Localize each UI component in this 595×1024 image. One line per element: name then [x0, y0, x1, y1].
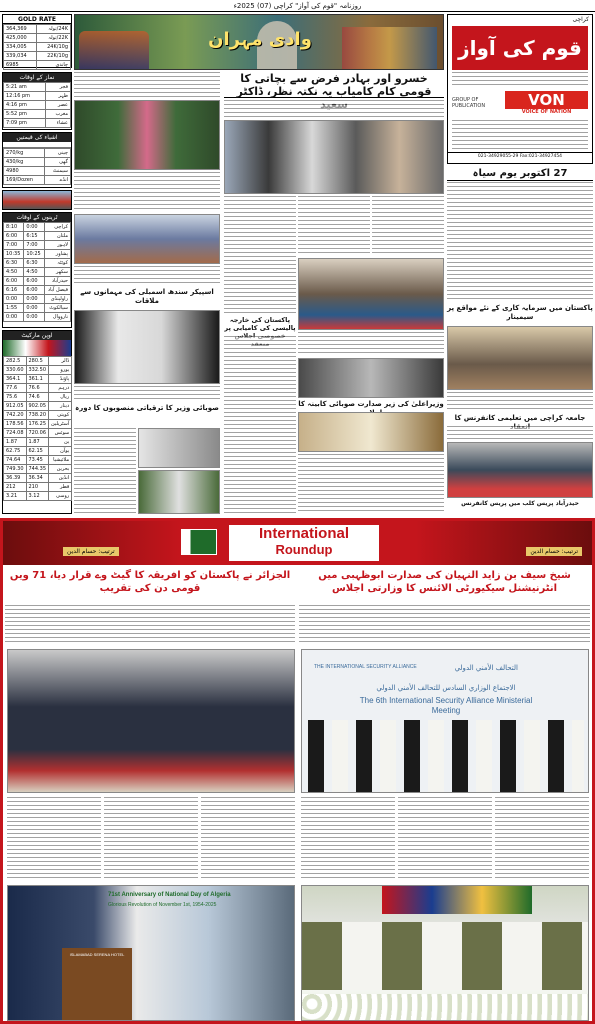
- photo-cabinet-meeting: [447, 326, 593, 390]
- currency-row: [4, 429, 72, 438]
- isa-meeting-en1: The 6th International Security Alliance Ministerial: [359, 696, 533, 705]
- currency-row: [4, 447, 72, 456]
- gold-rate-table: [3, 24, 71, 70]
- commodity-row-cell: 430/kg: [4, 158, 45, 167]
- currency-row-cell: ین: [49, 438, 72, 447]
- currency-row-cell: 36.39: [4, 474, 27, 483]
- main-article-col-5: [298, 332, 444, 356]
- prayer-times-box: [2, 72, 72, 130]
- currency-row: [4, 483, 72, 492]
- main-article-col-4: [224, 336, 296, 514]
- roundup-byline-right: ترتیب: حسام الدین: [526, 547, 582, 556]
- commodity-title: اشیاء کی قیمتیں: [3, 133, 71, 142]
- gold-rate-title: GOLD RATE: [3, 15, 71, 24]
- prayer-row-cell: 12:16 pm: [4, 92, 46, 101]
- train-row-cell: 7:00: [4, 241, 24, 250]
- currency-row-cell: 212: [4, 483, 27, 492]
- train-row-cell: 0:00: [24, 223, 44, 232]
- currency-row-cell: 75.6: [4, 393, 27, 402]
- roundup-col-l3: [201, 797, 295, 881]
- train-row-cell: 0:00: [24, 295, 44, 304]
- train-row: [4, 241, 71, 250]
- commodity-row: [4, 149, 71, 158]
- currency-row-cell: انڈین: [49, 474, 72, 483]
- currency-row-cell: ملائیشیا: [49, 456, 72, 465]
- currency-row-cell: ڈالر: [49, 357, 72, 366]
- currency-row: [4, 492, 72, 501]
- banner-figures-right: [342, 27, 437, 69]
- currency-row-cell: دینار: [49, 402, 72, 411]
- currency-row-cell: 742.20: [4, 411, 27, 420]
- podium: [62, 948, 132, 1021]
- currency-row-cell: 74.6: [26, 393, 49, 402]
- commodity-row-cell: سیمنٹ: [45, 167, 71, 176]
- masthead-group: GROUP OF PUBLICATION: [452, 97, 486, 109]
- prayer-row-cell: 7:09 pm: [4, 119, 46, 128]
- train-row-cell: 6:00: [4, 277, 24, 286]
- train-row: [4, 304, 71, 313]
- currency-row-cell: 912.05: [4, 402, 27, 411]
- prayer-row-cell: 5:21 am: [4, 83, 46, 92]
- currency-table: [3, 356, 72, 501]
- currency-row: [4, 411, 72, 420]
- prayer-title: نماز کے اوقات: [3, 73, 71, 82]
- headline-story-a: پاکستان کی خارجہ پالیسی کی کامیابی پر: [224, 316, 296, 332]
- main-article-col-6: [298, 454, 444, 514]
- train-image: [2, 190, 72, 210]
- flower-arrangement: [302, 994, 589, 1021]
- roundup-headline-left: الجزائر نے پاکستان کو افریقہ کا گیٹ وے قرار دیا، 71 ویں قومی دن کی تقریب: [9, 570, 291, 594]
- gold-row-cell: 334,005: [4, 43, 37, 52]
- train-row-cell: 4:50: [4, 268, 24, 277]
- masthead-editors: [452, 120, 588, 150]
- currency-row-cell: 749.30: [4, 465, 27, 474]
- train-row-cell: 1:55: [4, 304, 24, 313]
- currency-row-cell: ریال: [49, 393, 72, 402]
- prayer-row-cell: عصر: [45, 101, 70, 110]
- prayer-row: [4, 92, 71, 101]
- train-row-cell: 6:00: [4, 232, 24, 241]
- von-sub: VOICE OF NATION: [521, 109, 572, 115]
- currency-row-cell: 210: [26, 483, 49, 492]
- photo-isa-delegation: [301, 885, 589, 1021]
- headline-story-b: وزیراعلیٰ کی زیر صدارت صوبائی کابینہ کا: [298, 400, 444, 408]
- isa-meeting-ar: الاجتماع الوزاري السادس للتحالف الأمني الدولي: [376, 684, 516, 692]
- isa-ministers-row: [308, 720, 584, 792]
- currency-row-cell: پاؤنڈ: [49, 375, 72, 384]
- train-row-cell: 10:25: [24, 250, 44, 259]
- currency-row: [4, 456, 72, 465]
- prayer-row: [4, 83, 71, 92]
- gold-row-cell: 24K/تولہ: [37, 25, 71, 34]
- currency-row: [4, 438, 72, 447]
- gold-row: [4, 43, 71, 52]
- hotel-label: ISLAMABAD SERENA HOTEL: [69, 952, 125, 957]
- train-row-cell: نارووال: [44, 313, 70, 322]
- currency-row: [4, 375, 72, 384]
- currency-row-cell: 3.21: [4, 492, 27, 501]
- currency-row-cell: 62.15: [26, 447, 49, 456]
- international-roundup-section: [0, 518, 595, 1024]
- prayer-row-cell: ظہر: [45, 92, 70, 101]
- train-row: [4, 259, 71, 268]
- prayer-row-cell: 5:52 pm: [4, 110, 46, 119]
- roundup-title-2: Roundup: [275, 542, 333, 557]
- train-row-cell: 0:00: [24, 304, 44, 313]
- gold-row: [4, 34, 71, 43]
- commodity-row-cell: چینی: [45, 149, 71, 158]
- currency-flag-strip: [3, 340, 71, 356]
- train-row: [4, 268, 71, 277]
- train-row: [4, 232, 71, 241]
- gold-row-cell: 22K/10g: [37, 52, 71, 61]
- masthead-logo: [452, 26, 588, 70]
- photo-meeting-small-2: [138, 470, 220, 514]
- currency-row-cell: 178.56: [4, 420, 27, 429]
- train-table: [3, 222, 71, 322]
- commodity-row-cell: گھی: [45, 158, 71, 167]
- von-logo: [505, 91, 588, 115]
- commodity-rates-box: [2, 132, 72, 188]
- flags-strip: [382, 886, 532, 914]
- train-row: [4, 286, 71, 295]
- currency-row-cell: 364.1: [4, 375, 27, 384]
- photo-meeting-small-1: [138, 428, 220, 468]
- prayer-row-cell: 4:16 pm: [4, 101, 46, 110]
- isa-sign-ar: التحالف الأمني الدولي: [454, 664, 518, 672]
- commodity-table: [3, 148, 71, 185]
- main-article-lead: [224, 100, 444, 118]
- article-col-a4: [74, 386, 220, 402]
- train-row-cell: 8:10: [4, 223, 24, 232]
- train-row-cell: 6:16: [4, 286, 24, 295]
- photo-algeria-cake: [7, 649, 295, 793]
- roundup-title-1: International: [258, 525, 349, 542]
- currency-title: اوپن مارکیٹ: [3, 331, 71, 340]
- photo-seminar: [298, 358, 444, 398]
- gold-row-cell: 22K/تولہ: [37, 34, 71, 43]
- gold-row-cell: چاندی: [37, 61, 71, 70]
- currency-row: [4, 402, 72, 411]
- article-col-a5: [74, 428, 136, 514]
- algeria-banner-2: Glorious Revolution of November 1st, 1954-2025: [108, 902, 217, 908]
- gold-row-cell: 339,034: [4, 52, 37, 61]
- prayer-row: [4, 119, 71, 128]
- delegates-row: [302, 922, 589, 990]
- headline-story-i: اسپیکر سندھ اسمبلی کی مہمانوں سے ملاقات: [80, 288, 214, 305]
- von-logo-row: [452, 88, 588, 118]
- train-row-cell: 6:15: [24, 232, 44, 241]
- roundup-headline-right: شیخ سیف بن زاید النہیان کی صدارت ابوظہبی میں انٹرنیشنل سیکیورٹی الائنس کا وزارتی اجلاس: [318, 570, 571, 594]
- commodity-row-cell: 270/kg: [4, 149, 45, 158]
- commodity-row-cell: انڈے: [45, 176, 71, 185]
- isa-sign-en: THE INTERNATIONAL SECURITY ALLIANCE: [314, 664, 417, 670]
- commodity-row: [4, 158, 71, 167]
- currency-row-cell: 332.50: [26, 366, 49, 375]
- wadi-mehran-banner: [74, 14, 444, 70]
- currency-row: [4, 465, 72, 474]
- train-title: ٹرینوں کے اوقات: [3, 213, 71, 222]
- photo-main-collage: [224, 120, 444, 194]
- train-row-cell: راولپنڈی: [44, 295, 70, 304]
- currency-row: [4, 420, 72, 429]
- masthead-city: کراچی: [572, 16, 589, 23]
- gold-row: [4, 61, 71, 70]
- right-article-1: [447, 182, 593, 302]
- prayer-row-cell: فجر: [45, 83, 70, 92]
- currency-row-cell: 77.6: [4, 384, 27, 393]
- prayer-row-cell: عشاء: [45, 119, 70, 128]
- algeria-banner: 71st Anniversary of National Day of Algeria: [108, 892, 231, 898]
- train-row: [4, 295, 71, 304]
- photo-isa-ministers: [301, 649, 589, 793]
- train-row-cell: فیصل آباد: [44, 286, 70, 295]
- photo-children-group: [74, 214, 220, 264]
- currency-row-cell: یوآن: [49, 447, 72, 456]
- roundup-lead-left: [5, 605, 295, 645]
- article-col-a3: [74, 266, 220, 286]
- train-row-cell: 6:30: [24, 259, 44, 268]
- currency-row-cell: 1.87: [26, 438, 49, 447]
- currency-row-cell: 176.25: [26, 420, 49, 429]
- train-row-cell: ملتان: [44, 232, 70, 241]
- currency-row-cell: روسی: [49, 492, 72, 501]
- currency-row-cell: 724.08: [4, 429, 27, 438]
- currency-row-cell: 62.75: [4, 447, 27, 456]
- currency-row-cell: 720.06: [26, 429, 49, 438]
- dateline: روزنامہ "قوم کی آواز" کراچی (07) 2025ء: [233, 2, 362, 10]
- roundup-col-r2: [398, 797, 492, 881]
- currency-row-cell: 1.87: [4, 438, 27, 447]
- currency-row-cell: 282.5: [4, 357, 27, 366]
- currency-row-cell: 361.1: [26, 375, 49, 384]
- photo-algeria-podium: [7, 885, 295, 1021]
- gold-rate-box: [2, 14, 72, 68]
- currency-row-cell: قطر: [49, 483, 72, 492]
- currency-row-cell: 744.35: [26, 465, 49, 474]
- right-article-3: [447, 426, 593, 440]
- roundup-flag-pakistan: [181, 529, 217, 555]
- right-article-2: [447, 392, 593, 412]
- prayer-row: [4, 101, 71, 110]
- train-row-cell: حیدرآباد: [44, 277, 70, 286]
- photo-press-club: [447, 442, 593, 498]
- roundup-col-l1: [7, 797, 101, 881]
- train-row: [4, 277, 71, 286]
- photo-conference-hall: [298, 412, 444, 452]
- train-row-cell: 10:35: [4, 250, 24, 259]
- commodity-row: [4, 176, 71, 185]
- train-row: [4, 250, 71, 259]
- commodity-row-cell: 4980: [4, 167, 45, 176]
- currency-row-cell: یورو: [49, 366, 72, 375]
- headline-story-c: پاکستان میں سرمایہ کاری کے نئے مواقع پر سیمینار: [447, 304, 593, 321]
- currency-row: [4, 384, 72, 393]
- isa-meeting-en2: Meeting: [431, 706, 461, 715]
- currency-row-cell: 330.60: [4, 366, 27, 375]
- gold-row-cell: 364,369: [4, 25, 37, 34]
- currency-row-cell: 76.6: [26, 384, 49, 393]
- currency-row: [4, 474, 72, 483]
- train-row-cell: کراچی: [44, 223, 70, 232]
- gold-row-cell: 6985: [4, 61, 37, 70]
- roundup-col-r1: [301, 797, 395, 881]
- train-row-cell: 0:00: [4, 295, 24, 304]
- article-col-a1: [74, 72, 220, 98]
- masthead-phone: 021-34929055-29 Fax:021-34927454: [448, 152, 592, 159]
- headline-story-d: جامعہ کراچی میں تعلیمی کانفرنس کا: [454, 414, 586, 422]
- masthead-logo-block: [447, 14, 593, 164]
- gold-row-cell: 425,000: [4, 34, 37, 43]
- roundup-col-r3: [495, 797, 589, 881]
- currency-row: [4, 357, 72, 366]
- main-article-col-2: [298, 196, 370, 256]
- train-row-cell: 0:00: [4, 313, 24, 322]
- gold-row: [4, 52, 71, 61]
- currency-row-cell: بحرین: [49, 465, 72, 474]
- currency-row-cell: 73.45: [26, 456, 49, 465]
- train-row-cell: پشاور: [44, 250, 70, 259]
- currency-row: [4, 393, 72, 402]
- currency-row-cell: 3.12: [26, 492, 49, 501]
- train-row-cell: 6:00: [24, 277, 44, 286]
- train-row-cell: سیالکوٹ: [44, 304, 70, 313]
- gold-row-cell: 24K/10g: [37, 43, 71, 52]
- banner-title: وادی مہران: [208, 29, 312, 50]
- prayer-row: [4, 110, 71, 119]
- train-times-box: [2, 212, 72, 328]
- train-row-cell: 0:00: [24, 313, 44, 322]
- banner-figures-left: [79, 31, 149, 69]
- masthead-info-lines: [452, 72, 588, 86]
- train-row-cell: کوئٹہ: [44, 259, 70, 268]
- main-article-col-3: [372, 196, 444, 256]
- photo-press-conference: [298, 258, 444, 330]
- train-row-cell: سکھر: [44, 268, 70, 277]
- currency-row: [4, 366, 72, 375]
- train-row-cell: 6:30: [4, 259, 24, 268]
- headline-kashmir: 27 اکتوبر یوم سیاہ: [447, 168, 593, 181]
- currency-row-cell: 36.34: [26, 474, 49, 483]
- currency-row-cell: کویتی: [49, 411, 72, 420]
- currency-row-cell: 74.64: [4, 456, 27, 465]
- currency-row-cell: 280.5: [26, 357, 49, 366]
- currency-box: [2, 330, 72, 514]
- roundup-lead-right: [299, 605, 590, 645]
- roundup-byline-left: ترتیب: حسام الدین: [63, 547, 119, 556]
- headline-story-h: صوبائی وزیر کا ترقیاتی منصوبوں کا دورہ: [75, 404, 219, 412]
- commodity-row: [4, 167, 71, 176]
- roundup-title-box: [229, 525, 379, 561]
- currency-row-cell: 738.20: [26, 411, 49, 420]
- prayer-table: [3, 82, 71, 128]
- roundup-col-l2: [104, 797, 198, 881]
- photo-clerics: [74, 310, 220, 384]
- masthead-logo-text: قوم کی آواز: [458, 36, 582, 60]
- headline-story-e: حیدرآباد پریس کلب میں پریس کانفرنس: [461, 500, 579, 507]
- currency-row-cell: 902.05: [26, 402, 49, 411]
- main-article-col-1: [224, 196, 296, 314]
- train-row-cell: 4:50: [24, 268, 44, 277]
- train-row: [4, 313, 71, 322]
- commodity-row-cell: 169/Dozen: [4, 176, 45, 185]
- gold-row: [4, 25, 71, 34]
- train-row: [4, 223, 71, 232]
- photo-women-award: [74, 100, 220, 170]
- prayer-row-cell: مغرب: [45, 110, 70, 119]
- dateline-strip: [0, 0, 595, 12]
- train-row-cell: 6:00: [24, 286, 44, 295]
- main-headline: خسرو اور بہادر فرض سے بچاتی کا قومی کام کامیاب یہ نکتہ نظر، ڈاکٹر: [224, 72, 444, 98]
- article-col-a2: [74, 172, 220, 212]
- currency-row-cell: درہم: [49, 384, 72, 393]
- currency-row-cell: سوئس: [49, 429, 72, 438]
- train-row-cell: 7:00: [24, 241, 44, 250]
- currency-row-cell: آسٹریلین: [49, 420, 72, 429]
- train-row-cell: لاہور: [44, 241, 70, 250]
- roundup-header: [3, 521, 592, 565]
- von-label: VON: [505, 91, 588, 109]
